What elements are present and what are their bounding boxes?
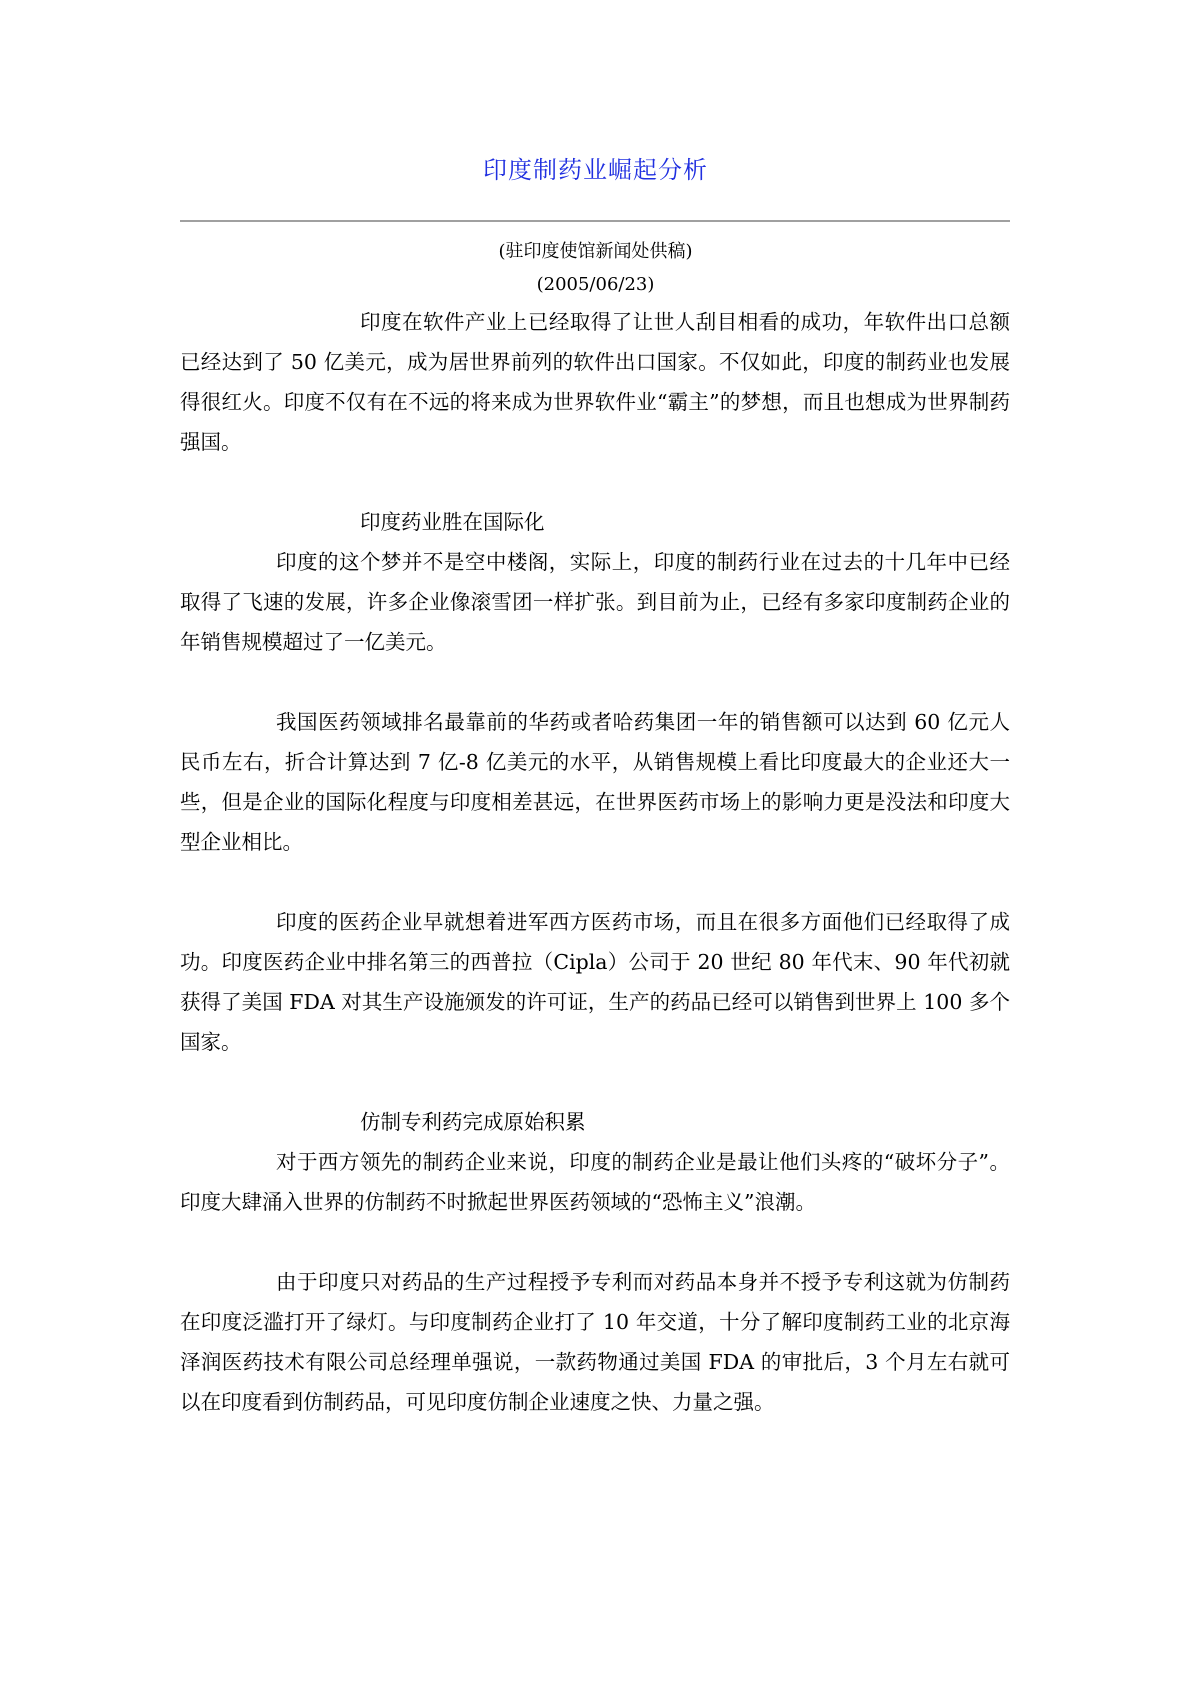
article-body (180, 302, 1010, 1422)
section-heading-generics: 仿制专利药完成原始积累 (360, 1110, 586, 1134)
publish-date: (2005/06/23) (536, 274, 655, 295)
section-heading-internationalization: 印度药业胜在国际化 (360, 510, 545, 534)
paragraph-comparison: 我国医药领域排名最靠前的华药或者哈药集团一年的销售额可以达到 60 亿元人民币左右，折合计算达到 7 亿-8 亿美元的水平，从销售规模上看比印度最大的企业还大一些，但是企业的国际化程度与印度相差甚远，在世界医药市场上的影响力更是没法和印度大型企业相比。 (180, 710, 1010, 854)
paragraph-disruptors: 对于西方领先的制药企业来说，印度的制药企业是最让他们头疼的“破坏分子”。印度大肆涌入世界的仿制药不时掀起世界医药领域的“恐怖主义”浪潮。 (180, 1150, 1010, 1214)
paragraph-growth: 印度的这个梦并不是空中楼阁，实际上，印度的制药行业在过去的十几年中已经取得了飞速的发展，许多企业像滚雪团一样扩张。到目前为止，已经有多家印度制药企业的年销售规模超过了一亿美元。 (180, 550, 1010, 654)
paragraph-gap (180, 662, 1010, 702)
paragraph-intro: 印度在软件产业上已经取得了让世人刮目相看的成功，年软件出口总额已经达到了 50 亿美元，成为居世界前列的软件出口国家。不仅如此，印度的制药业也发展得很红火。印度不仅有在不远的将来成为世界软件业“霸主”的梦想，而且也想成为世界制药强国。 (180, 310, 1010, 454)
paragraph-gap (180, 862, 1010, 902)
paragraph-cipla: 印度的医药企业早就想着进军西方医药市场，而且在很多方面他们已经取得了成功。印度医药企业中排名第三的西普拉（Cipla）公司于 20 世纪 80 年代末、90 年代初就获得了美国 FDA 对其生产设施颁发的许可证，生产的药品已经可以销售到世界上 100 多个国家。 (180, 910, 1010, 1054)
source-note: (驻印度使馆新闻处供稿) (498, 241, 693, 262)
paragraph-gap (180, 462, 1010, 502)
paragraph-gap (180, 1222, 1010, 1262)
document-title: 印度制药业崛起分析 (483, 156, 708, 184)
paragraph-patents: 由于印度只对药品的生产过程授予专利而对药品本身并不授予专利这就为仿制药在印度泛滥打开了绿灯。与印度制药企业打了 10 年交道，十分了解印度制药工业的北京海泽润医药技术有限公司总经理单强说，一款药物通过美国 FDA 的审批后，3 个月左右就可以在印度看到仿制药品，可见印度仿制企业速度之快、力量之强。 (180, 1270, 1010, 1414)
paragraph-gap (180, 1062, 1010, 1102)
title-divider (180, 220, 1010, 222)
